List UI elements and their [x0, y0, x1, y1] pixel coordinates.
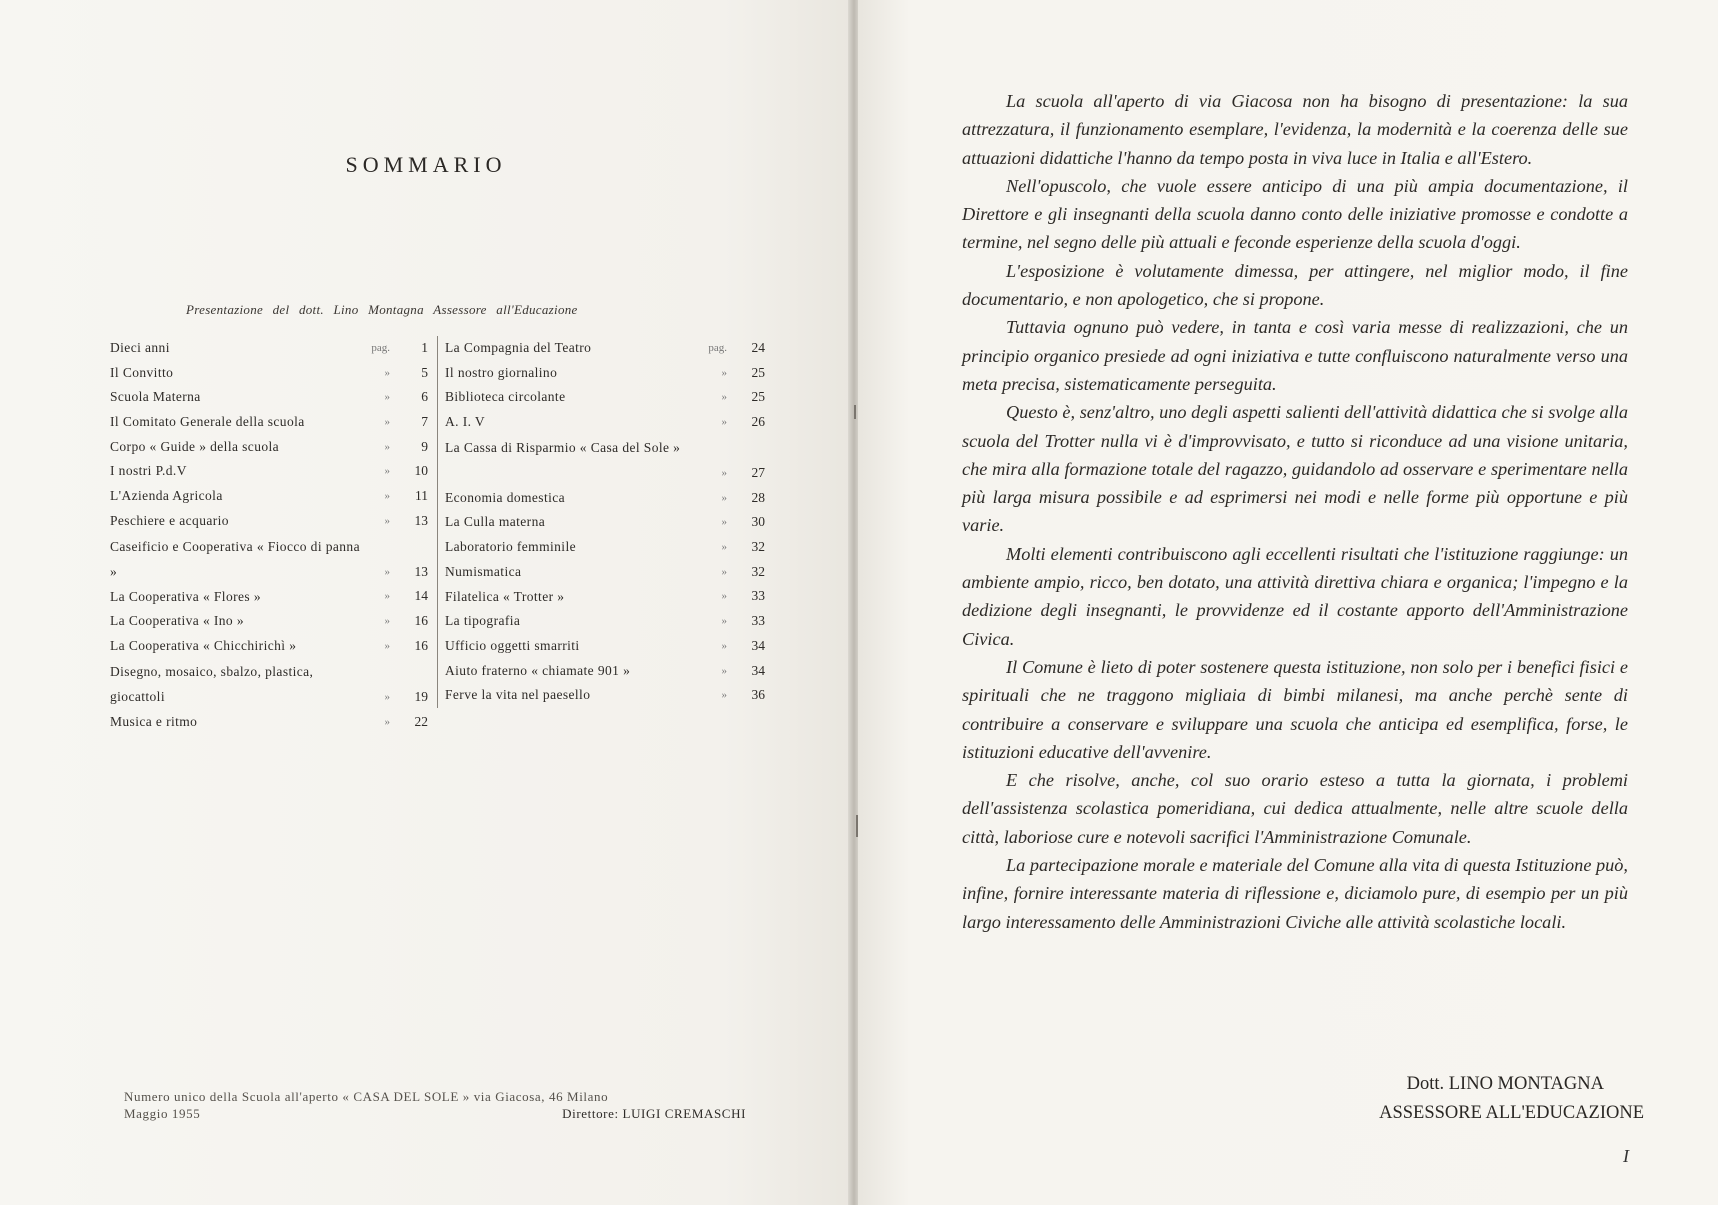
toc-entry [110, 385, 428, 410]
toc-entry-mark: » [721, 615, 727, 628]
toc-entry-title: Musica e ritmo [110, 713, 198, 729]
paragraph: La partecipazione morale e materiale del Comune alla vita di questa Istituzione può, infine, fornire interessante materia di riflessione e, diciamolo pure, di esempio per un più largo interessamento delle Amministrazioni Civiche alle attività scolastiche locali. [962, 855, 1628, 932]
toc-entry-mark: » [721, 565, 727, 578]
toc-entry-mark: » [721, 467, 727, 480]
toc-entry-mark: » [721, 689, 727, 702]
toc-entry-title: Il nostro giornalino [445, 364, 558, 380]
toc-entry-page: 16 [414, 637, 428, 653]
toc-entry [110, 361, 428, 386]
toc-entry-page: 13 [414, 512, 428, 528]
toc-entry-mark: » [384, 639, 390, 652]
toc-entry-page: 1 [421, 339, 428, 355]
toc-entry-title: Biblioteca circolante [445, 389, 566, 405]
toc-entry [445, 535, 765, 560]
toc-entry-mark: » [721, 516, 727, 529]
toc-entry [445, 385, 765, 410]
toc-entry-title: Caseificio e Cooperativa « Fiocco di panna » [110, 538, 360, 579]
toc-entry [110, 585, 428, 610]
toc-entry-page: 10 [414, 463, 428, 479]
paragraph: Tuttavia ognuno può vedere, in tanta e così varia messe di realizzazioni, che un principio organico presiede ad ogni iniziativa e tutte confluiscono naturalmente verso una meta precisa, sistematicamente perseguita. [962, 317, 1628, 394]
toc-entry-page: 34 [751, 637, 765, 653]
toc-entry-mark: » [384, 391, 390, 404]
toc-entry-title: La Cooperativa « Flores » [110, 588, 261, 604]
toc-entry-page: 33 [751, 588, 765, 604]
toc-entry-page: 27 [751, 465, 765, 481]
toc-entry-mark: » [721, 416, 727, 429]
toc-entry [445, 560, 765, 585]
toc-entry-title: I nostri P.d.V [110, 463, 187, 479]
toc-entry-title: Ferve la vita nel paesello [445, 687, 591, 703]
toc-entry-page: 11 [415, 488, 428, 504]
toc-entry-page: 24 [751, 339, 765, 355]
toc-entry-mark: » [384, 565, 390, 578]
toc-entry-title: Numismatica [445, 563, 522, 579]
toc-entry-page: 33 [751, 613, 765, 629]
colophon [124, 1088, 746, 1122]
paragraph: Nell'opuscolo, che vuole essere anticipo di una più ampia documentazione, il Direttore e gli insegnanti della scuola danno conto delle iniziative promosse e condotte a termine, nel segno delle più attuali e feconde esperienze della scuola d'oggi. [962, 175, 1628, 253]
paragraph: L'esposizione è volutamente dimessa, per attingere, nel miglior modo, il fine documentario, e non apologetico, che si propone. [962, 260, 1628, 310]
toc-entry-page: 34 [751, 662, 765, 678]
toc-entry-page: 32 [751, 539, 765, 555]
paragraph: E che risolve, anche, col suo orario esteso a tutta la giornata, i problemi dell'assistenza scolastica pomeridiana, cui dedica attualmente, nelle altre scuole della città, laboriose cure e notevoli sacrifici l'Amministrazione Comunale. [962, 770, 1628, 847]
toc-entry-mark: » [384, 590, 390, 603]
toc-entry-mark: » [721, 366, 727, 379]
toc-entry-mark: » [384, 416, 390, 429]
paper-speck [854, 405, 856, 419]
toc-entry-page: 6 [421, 389, 428, 405]
toc-entry-title: Il Comitato Generale della scuola [110, 414, 305, 430]
paper-speck [856, 815, 858, 837]
toc-entry [110, 659, 428, 710]
toc-entry [110, 534, 428, 585]
toc-entry-title: Dieci anni [110, 340, 170, 355]
toc-entry-page: 9 [421, 438, 428, 454]
toc-entry [445, 410, 765, 435]
toc-entry-mark: » [721, 541, 727, 554]
toc-entry-title: Corpo « Guide » della scuola [110, 438, 280, 454]
toc-entry [110, 609, 428, 634]
presentazione-line: Presentazione del dott. Lino Montagna Assessore all'Educazione [186, 302, 578, 317]
toc-entry-mark: » [721, 590, 727, 603]
toc-entry [445, 435, 765, 486]
toc-entry [110, 459, 428, 484]
toc-entry-title: La Culla materna [445, 514, 546, 530]
toc-entry-title: Peschiere e acquario [110, 512, 229, 528]
toc-entry-title: La Cooperativa « Chicchirichì » [110, 637, 297, 653]
signature-block [1379, 1070, 1644, 1128]
toc-entry-title: Disegno, mosaico, sbalzo, plastica, giocattoli [110, 663, 314, 704]
page-number: I [1623, 1146, 1629, 1166]
page-title: SOMMARIO [345, 152, 507, 177]
toc-entry [110, 484, 428, 509]
paragraph: La scuola all'aperto di via Giacosa non ha bisogno di presentazione: la sua attrezzatura, il funzionamento esemplare, l'evidenza, la modernità e la coerenza delle sue attuazioni didattiche l'hanno da tempo posta in viva luce in Italia e all'Estero. [962, 91, 1628, 168]
toc-entry-title: La Cassa di Risparmio « Casa del Sole » [445, 439, 681, 455]
toc-entry [445, 683, 765, 708]
toc-entry-page: 28 [751, 489, 765, 505]
toc-entry-page: 25 [751, 364, 765, 380]
toc-entry-title: Ufficio oggetti smarriti [445, 637, 580, 653]
signature-title: ASSESSORE ALL'EDUCAZIONE [1379, 1103, 1644, 1123]
toc-entry [445, 585, 765, 610]
toc-entry-page: 26 [751, 414, 765, 430]
signature-name: Dott. LINO MONTAGNA [1406, 1074, 1604, 1094]
toc-entry-title: Scuola Materna [110, 389, 201, 405]
toc-entry [445, 361, 765, 386]
toc-entry [445, 336, 765, 361]
toc-entry-mark: » [384, 440, 390, 453]
toc-entry-mark: » [384, 366, 390, 379]
toc-entry-page: 19 [414, 688, 428, 704]
toc-entry-title: Economia domestica [445, 489, 566, 505]
toc-entry-mark: » [721, 491, 727, 504]
toc-entry [110, 435, 428, 460]
toc-entry-page: 22 [414, 713, 428, 729]
presentation-text [962, 87, 1628, 936]
toc-entry-page: 32 [751, 563, 765, 579]
toc-entry-title: La Compagnia del Teatro [445, 340, 592, 355]
toc-entry-mark: » [384, 465, 390, 478]
paragraph: Molti elementi contribuiscono agli eccellenti risultati che l'istituzione raggiunge: un ambiente ampio, ricco, ben dotato, una attività direttiva chiara e organica; l'impegno e la dedizione degli insegnanti, le provvidenze ed il costante apporto dell'Amministrazione Civica. [962, 543, 1628, 649]
toc-entry-title: La tipografia [445, 613, 521, 629]
toc-entry [445, 609, 765, 634]
toc-entry-title: Laboratorio femminile [445, 539, 576, 555]
toc-entry-page: 14 [414, 588, 428, 604]
toc-entry-mark: » [384, 715, 390, 728]
toc-entry [445, 510, 765, 535]
toc-entry-title: Aiuto fraterno « chiamate 901 » [445, 662, 631, 678]
toc-entry-title: L'Azienda Agricola [110, 488, 223, 504]
toc-entry-page: 16 [414, 613, 428, 629]
paragraph: Il Comune è lieto di poter sostenere questa istituzione, non solo per i benefici fisici e spirituali che ne traggono migliaia di bimbi milanesi, ma anche perchè sente di contribuire a conservare e sviluppare una scuola che anticipa ed esemplifica, forse, le istituzioni educative dell'avvenire. [962, 656, 1628, 762]
toc-entry-mark: » [721, 639, 727, 652]
toc-entry-page: 7 [421, 414, 428, 430]
toc-entry-mark: » [384, 514, 390, 527]
toc-entry-mark: » [721, 664, 727, 677]
toc-entry [445, 486, 765, 511]
colophon-director: Direttore: LUIGI CREMASCHI [562, 1106, 746, 1121]
toc-entry [110, 509, 428, 534]
toc-entry-mark: pag. [708, 341, 727, 354]
toc-entry [110, 710, 428, 735]
toc-entry-page: 5 [421, 364, 428, 380]
left-page [0, 0, 852, 1205]
toc-entry-page: 30 [751, 514, 765, 530]
toc-left-column [110, 336, 428, 734]
colophon-line-1: Numero unico della Scuola all'aperto « CASA DEL SOLE » via Giacosa, 46 Milano [124, 1089, 609, 1104]
toc-entry-title: Filatelica « Trotter » [445, 588, 565, 604]
toc-entry [110, 410, 428, 435]
colophon-date: Maggio 1955 [124, 1106, 201, 1121]
toc-entry-title: A. I. V [445, 414, 486, 430]
toc-entry [445, 659, 765, 684]
toc-right-column [437, 336, 765, 708]
toc-entry-mark: » [721, 391, 727, 404]
toc-entry [110, 634, 428, 659]
toc-entry-page: 36 [751, 687, 765, 703]
toc-entry [110, 336, 428, 361]
toc-entry-title: La Cooperativa « Ino » [110, 613, 245, 629]
toc-entry [445, 634, 765, 659]
toc-entry-title: Il Convitto [110, 364, 174, 380]
toc-entry-mark: » [384, 615, 390, 628]
toc-entry-mark: » [384, 690, 390, 703]
toc-entry-mark: pag. [371, 341, 390, 354]
toc-entry-mark: » [384, 490, 390, 503]
toc-entry-page: 13 [414, 563, 428, 579]
paragraph: Questo è, senz'altro, uno degli aspetti salienti dell'attività didattica che si svolge alla scuola del Trotter nulla vi è d'improvvisato, e tutto si riconduce ad una visione unitaria, che mira alla formazione totale del ragazzo, guidandolo ad osservare e sperimentare nella più larga misura possibile e ad esprimersi nei modi e nelle forme più opportune e più varie. [962, 402, 1628, 536]
toc-entry-page: 25 [751, 389, 765, 405]
